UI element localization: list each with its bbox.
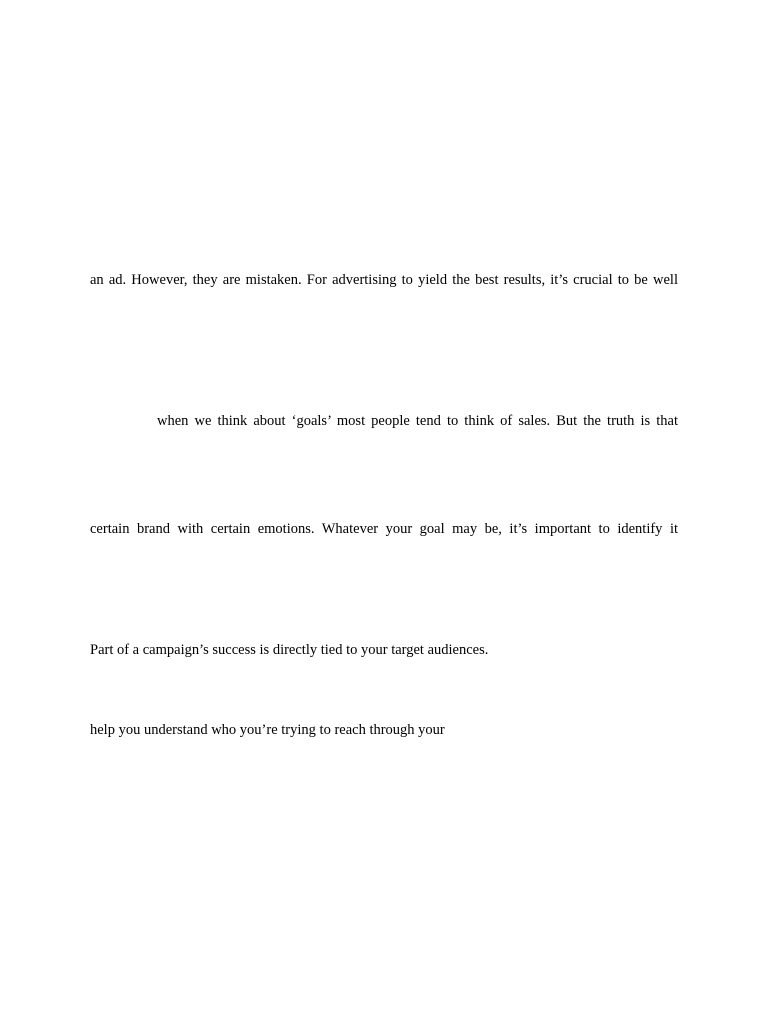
text-line: help you understand who you’re trying to reach through your bbox=[90, 722, 445, 738]
text-line: when we think about ‘goals’ most people tend to think of sales. But the truth is that bbox=[157, 413, 678, 429]
text-line: an ad. However, they are mistaken. For advertising to yield the best results, it’s crucial to be well bbox=[90, 272, 678, 288]
text-line: certain brand with certain emotions. Whatever your goal may be, it’s important to identify it bbox=[90, 521, 678, 537]
text-line: Part of a campaign’s success is directly tied to your target audiences. bbox=[90, 642, 489, 658]
